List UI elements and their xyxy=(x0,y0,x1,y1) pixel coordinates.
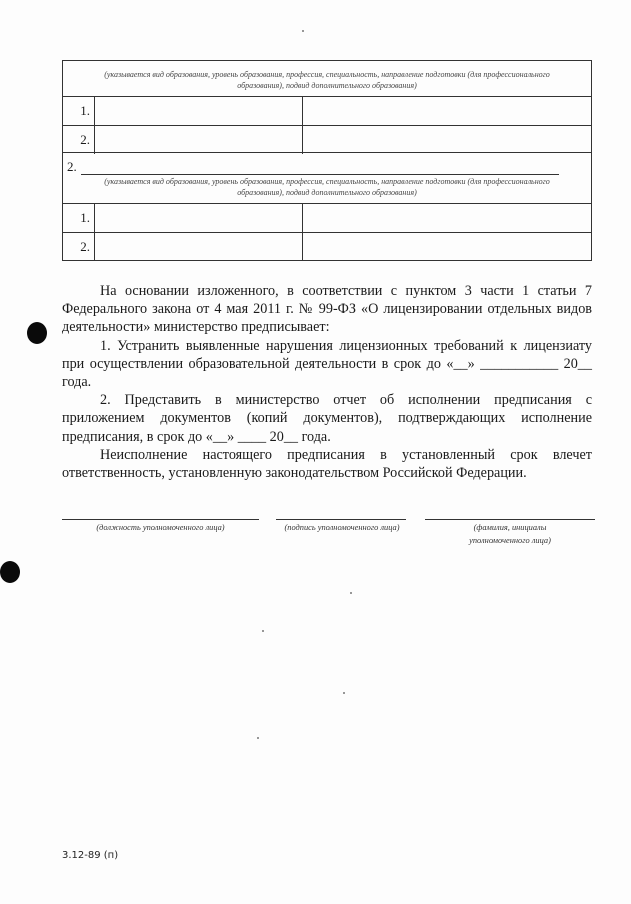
position-caption: (должность уполномоченного лица) xyxy=(96,523,225,532)
paragraph: 2. Представить в министерство отчет об исполнении предписания с приложением документов (копий документов), подтверждающих исполнение предписания, в срок до «__» ____ 20__ года. xyxy=(62,392,592,445)
item-number: 2. xyxy=(67,159,77,174)
scan-speck xyxy=(257,737,259,739)
paragraph: 1. Устранить выявленные нарушения лицензионных требований к лицензиату при осуществлении образовательной деятельности в срок до «__» ___________ 20__ года. xyxy=(62,337,592,391)
table-cell xyxy=(95,204,303,232)
row-number: 2. xyxy=(63,126,95,154)
table-row xyxy=(63,125,591,154)
row-number: 1. xyxy=(63,97,95,125)
signature-line xyxy=(62,519,259,520)
signature-line xyxy=(276,519,406,520)
paragraph: Неисполнение настоящего предписания в установленный срок влечет ответственность, установленную законодательством Российской Федерации. xyxy=(62,446,592,482)
fill-line xyxy=(81,174,559,175)
paragraph: На основании изложенного, в соответствии с пунктом 3 части 1 статьи 7 Федерального закона от 4 мая 2011 г. № 99-ФЗ «О лицензировании отдельных видов деятельности» министерство предписывает: xyxy=(62,283,592,336)
scan-speck xyxy=(302,30,304,32)
table-cell xyxy=(303,126,591,154)
row-number: 1. xyxy=(63,204,95,232)
table-row xyxy=(63,232,591,261)
table-row xyxy=(63,203,591,232)
document-body xyxy=(62,282,592,482)
table-cell xyxy=(95,233,303,261)
table-cell xyxy=(303,233,591,261)
scan-speck xyxy=(343,692,345,694)
table-cell xyxy=(303,204,591,232)
table-hint: (указывается вид образования, уровень образования, профессия, специальность, направление подготовки (для профессионального образования), подвид дополнительного образования) xyxy=(104,70,550,90)
signature-line xyxy=(425,519,595,520)
form-code: 3.12-89 (п) xyxy=(62,850,119,861)
scan-speck xyxy=(262,630,264,632)
scan-speck xyxy=(350,592,352,594)
table-row xyxy=(63,96,591,125)
table-cell xyxy=(303,97,591,125)
education-table-2 xyxy=(62,153,592,261)
signature-caption: (подпись уполномоченного лица) xyxy=(284,523,400,532)
punch-hole xyxy=(0,561,20,583)
punch-hole xyxy=(27,322,47,344)
table-cell xyxy=(95,97,303,125)
table-hint: (указывается вид образования, уровень образования, профессия, специальность, направление подготовки (для профессионального образования), подвид дополнительного образования) xyxy=(104,177,550,197)
table-cell xyxy=(95,126,303,154)
name-caption: (фамилия, инициалы уполномоченного лица) xyxy=(469,523,551,545)
education-table-1 xyxy=(62,60,592,153)
row-number: 2. xyxy=(63,233,95,261)
